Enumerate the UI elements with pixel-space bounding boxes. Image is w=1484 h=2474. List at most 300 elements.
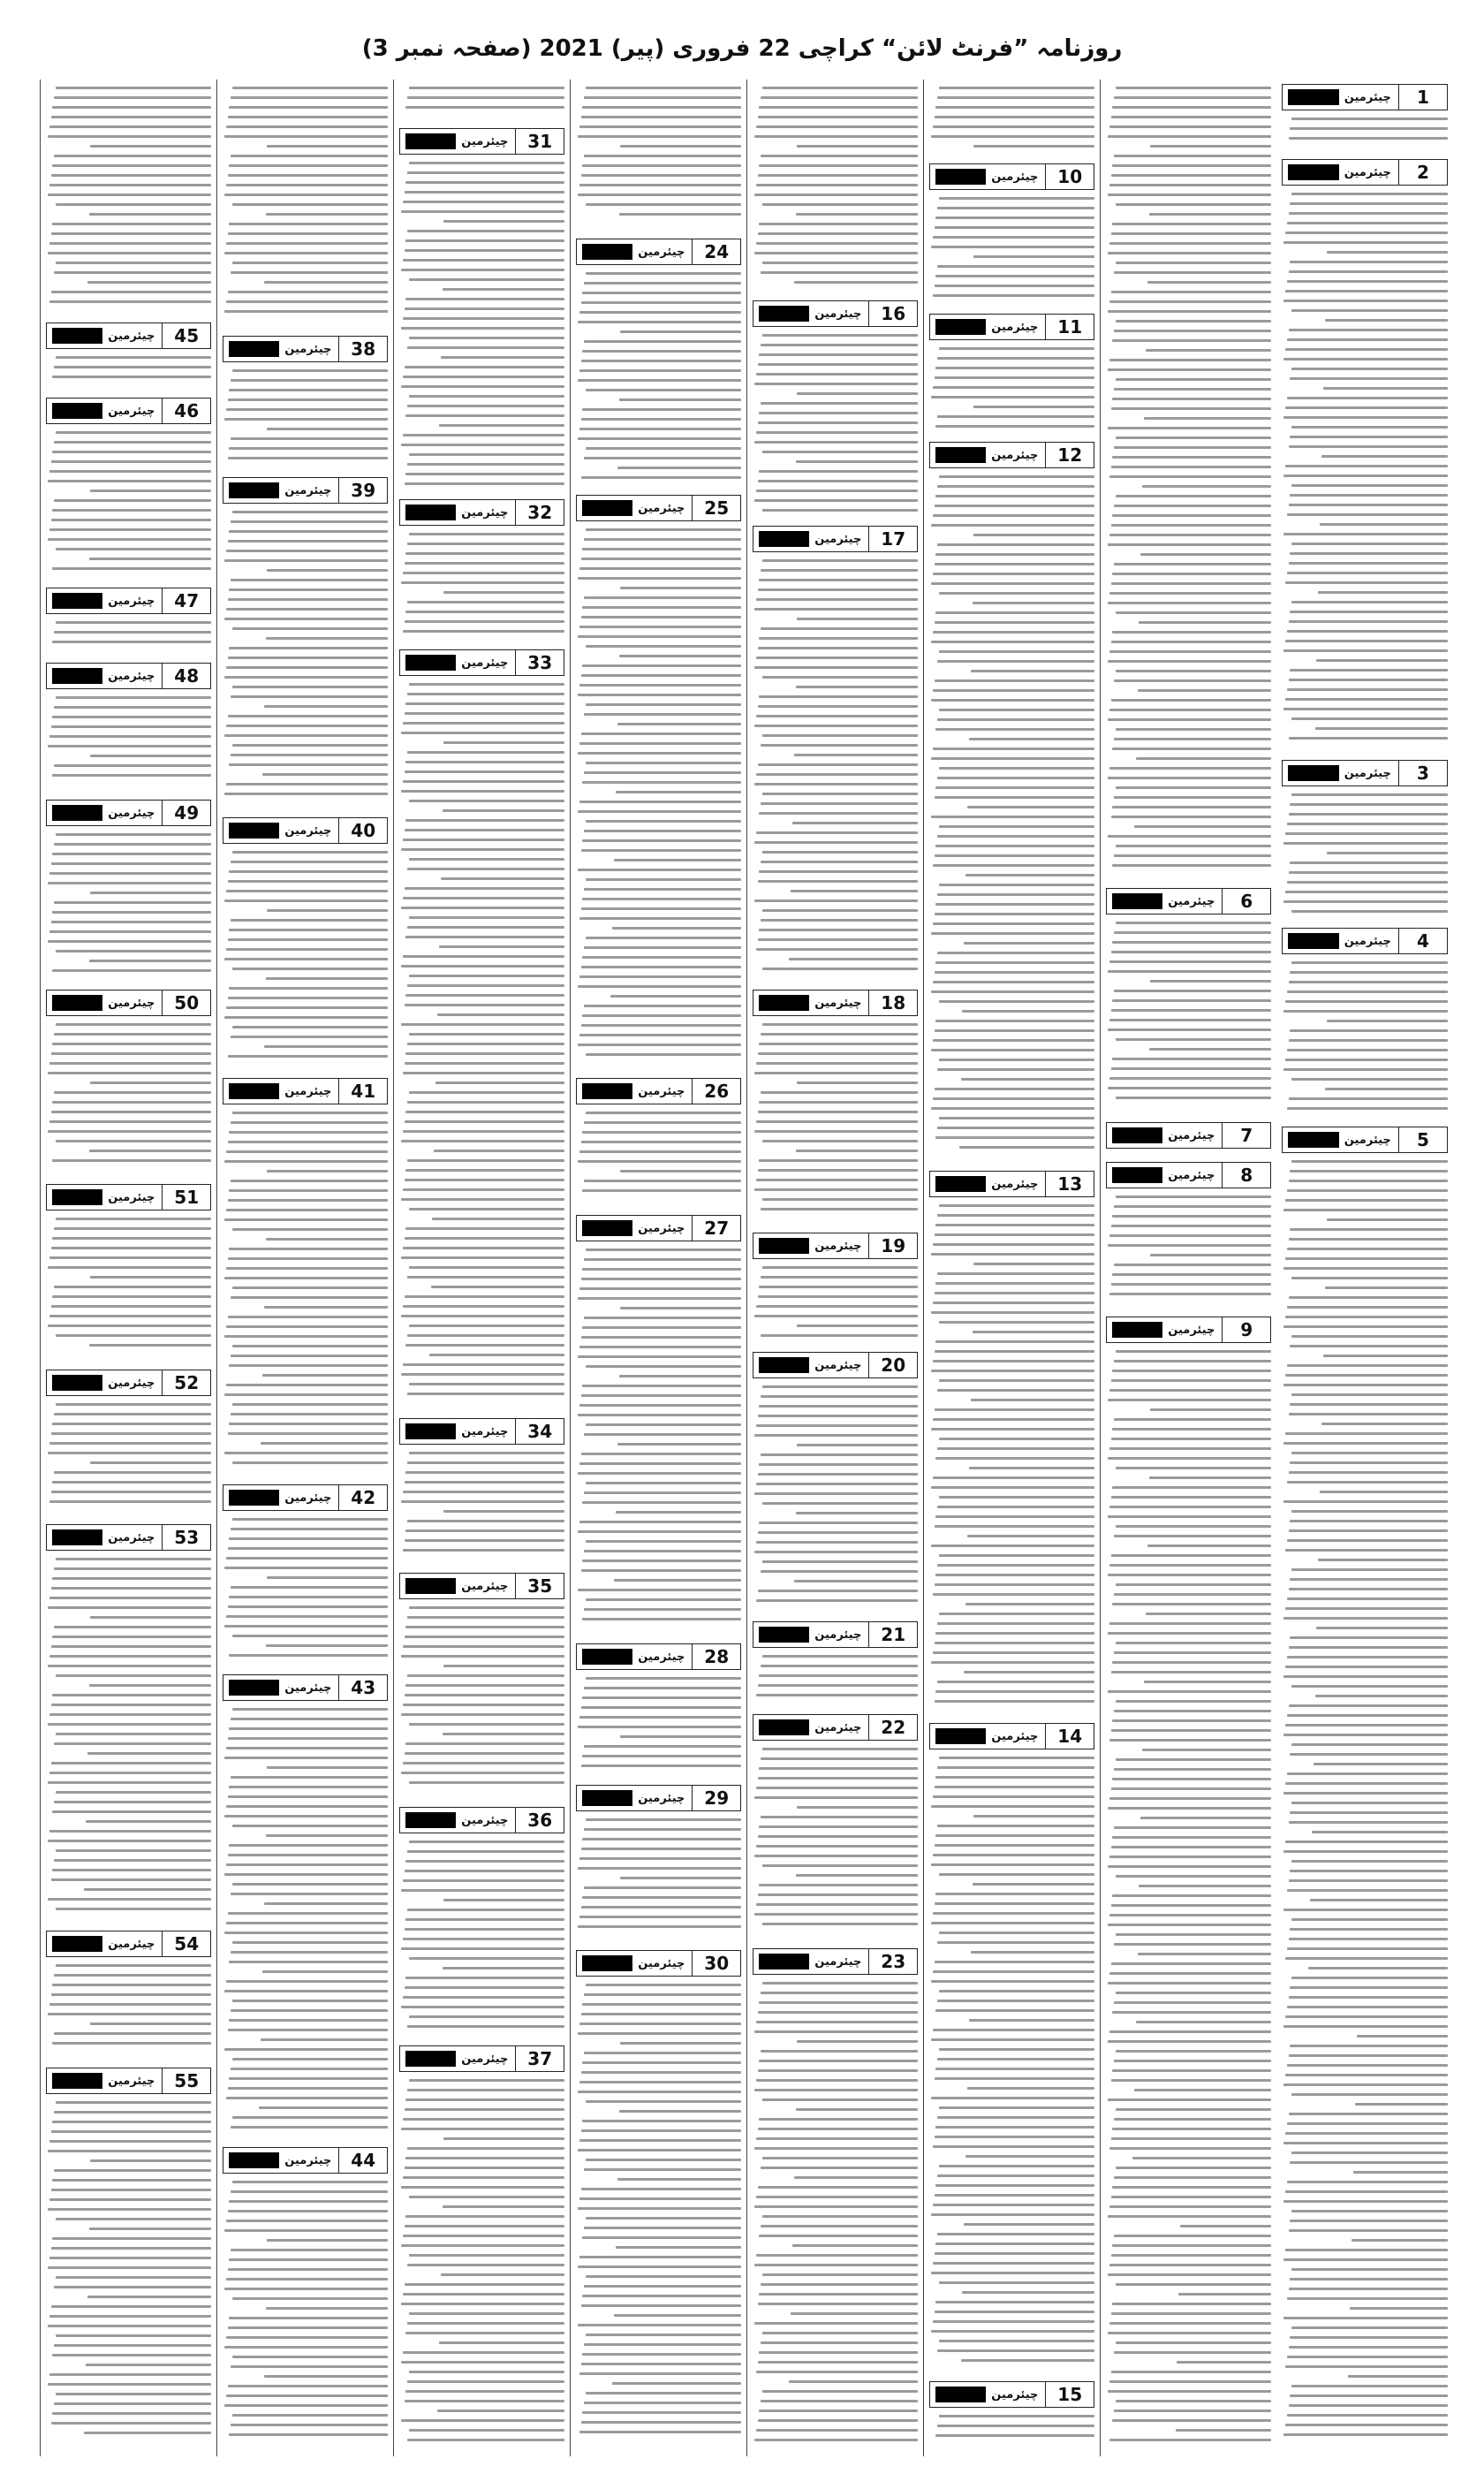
redaction-bar [582, 1955, 632, 1971]
redaction-bar [405, 1578, 456, 1594]
notice-22 [753, 1714, 918, 1741]
notice-number: 29 [692, 1786, 740, 1810]
body-text [576, 272, 741, 488]
notice-number: 15 [1045, 2382, 1094, 2407]
notice-10 [929, 163, 1094, 190]
notice-number: 11 [1045, 315, 1094, 339]
notice-header [46, 990, 211, 1016]
column-1 [1276, 80, 1453, 2456]
notice-label: چیئرمین [461, 2052, 509, 2066]
redaction-bar [1112, 1127, 1162, 1143]
notice-header [576, 1785, 741, 1811]
notice-header [929, 1723, 1094, 1749]
notice-6 [1106, 888, 1271, 914]
redaction-bar [52, 403, 102, 419]
notice-label: چیئرمین [108, 404, 155, 418]
notice-52 [46, 1370, 211, 1396]
redaction-bar [582, 244, 632, 260]
notice-16 [753, 300, 918, 327]
notice-header [46, 1524, 211, 1551]
body-text [753, 559, 918, 983]
body-text [46, 696, 211, 793]
body-text [399, 1452, 564, 1566]
notice-label: چیئرمین [1344, 90, 1391, 104]
body-text [1282, 793, 1448, 921]
notice-number: 44 [338, 2148, 387, 2173]
notice-number: 43 [338, 1675, 387, 1700]
redaction-bar [935, 1728, 986, 1744]
notice-label: چیئرمین [814, 1954, 862, 1969]
notice-number: 10 [1045, 164, 1094, 189]
redaction-bar [582, 1220, 632, 1236]
notice-label: چیئرمین [108, 1376, 155, 1390]
notice-label: چیئرمین [461, 1579, 509, 1593]
notice-label: چیئرمین [814, 532, 862, 546]
notice-47 [46, 588, 211, 614]
notice-number: 21 [868, 1622, 917, 1647]
body-text [929, 197, 1094, 307]
notice-number: 18 [868, 990, 917, 1015]
notice-number: 39 [338, 478, 387, 503]
redaction-bar [759, 1238, 809, 1254]
notice-number: 16 [868, 301, 917, 326]
notice-number: 25 [692, 496, 740, 520]
notice-header [1106, 1122, 1271, 1149]
notice-number: 9 [1222, 1317, 1270, 1342]
notice-header [223, 477, 388, 504]
redaction-bar [405, 2051, 456, 2067]
notice-header [576, 1643, 741, 1670]
notice-header [223, 1674, 388, 1701]
notice-header [1282, 1127, 1448, 1153]
column-7 [216, 80, 393, 2456]
notice-number: 24 [692, 239, 740, 264]
body-text [46, 356, 211, 391]
notice-4 [1282, 928, 1448, 954]
notice-5 [1282, 1127, 1448, 1153]
redaction-bar [1288, 1132, 1339, 1148]
redaction-bar [759, 995, 809, 1011]
notice-33 [399, 649, 564, 676]
body-text [576, 87, 741, 230]
notice-label: چیئرمین [638, 1084, 685, 1098]
redaction-bar [52, 1936, 102, 1952]
notice-header [399, 499, 564, 526]
notice-header [576, 239, 741, 265]
column-8 [40, 80, 216, 2456]
notice-label: چیئرمین [284, 1491, 332, 1505]
notice-label: چیئرمین [1344, 766, 1391, 780]
notice-header [929, 442, 1094, 468]
notice-34 [399, 1418, 564, 1445]
notice-label: چیئرمین [638, 1650, 685, 1664]
newspaper-page [40, 80, 1453, 2456]
notice-11 [929, 314, 1094, 340]
redaction-bar [229, 1680, 279, 1696]
body-text [46, 2101, 211, 2449]
notice-label: چیئرمین [814, 1239, 862, 1253]
notice-header [576, 495, 741, 521]
notice-number: 36 [515, 1808, 564, 1833]
redaction-bar [405, 655, 456, 671]
notice-26 [576, 1078, 741, 1104]
body-text [223, 511, 388, 810]
notice-13 [929, 1171, 1094, 1197]
notice-header [576, 1950, 741, 1977]
notice-label: چیئرمین [284, 2153, 332, 2167]
notice-number: 51 [162, 1185, 210, 1210]
body-text [399, 1606, 564, 1800]
notice-header [753, 990, 918, 1016]
body-text [929, 475, 1094, 1164]
notice-header [223, 2147, 388, 2174]
redaction-bar [759, 306, 809, 322]
body-text [46, 621, 211, 656]
redaction-bar [229, 482, 279, 498]
body-text [753, 1385, 918, 1614]
body-text [753, 1982, 918, 2449]
notice-number: 28 [692, 1644, 740, 1669]
redaction-bar [935, 1176, 986, 1192]
notice-32 [399, 499, 564, 526]
body-text [1282, 193, 1448, 753]
body-text [46, 1558, 211, 1924]
notice-number: 34 [515, 1419, 564, 1444]
notice-label: چیئرمین [991, 2387, 1039, 2402]
notice-number: 8 [1222, 1163, 1270, 1188]
notice-label: چیئرمین [1344, 1133, 1391, 1147]
notice-label: چیئرمین [991, 448, 1039, 462]
body-text [46, 1403, 211, 1517]
redaction-bar [1112, 893, 1162, 909]
notice-label: چیئرمین [638, 1221, 685, 1235]
notice-15 [929, 2381, 1094, 2408]
notice-label: چیئرمین [814, 1720, 862, 1734]
notice-number: 12 [1045, 443, 1094, 467]
body-text [576, 1248, 741, 1636]
notice-number: 26 [692, 1079, 740, 1104]
notice-label: چیئرمین [1168, 1323, 1215, 1337]
notice-label: چیئرمین [638, 1791, 685, 1805]
notice-number: 42 [338, 1485, 387, 1510]
column-5 [570, 80, 746, 2456]
body-text [223, 1708, 388, 2140]
redaction-bar [1112, 1167, 1162, 1183]
body-text [929, 1204, 1094, 1716]
notice-number: 48 [162, 664, 210, 688]
notice-27 [576, 1215, 741, 1241]
body-text [223, 851, 388, 1071]
notice-number: 7 [1222, 1123, 1270, 1148]
body-text [929, 87, 1094, 155]
notice-54 [46, 1931, 211, 1957]
notice-25 [576, 495, 741, 521]
notice-label: چیئرمین [461, 505, 509, 520]
notice-label: چیئرمین [108, 1530, 155, 1544]
notice-number: 6 [1222, 889, 1270, 914]
redaction-bar [52, 805, 102, 821]
notice-label: چیئرمین [108, 996, 155, 1010]
notice-label: چیئرمین [284, 342, 332, 356]
notice-label: چیئرمین [284, 483, 332, 497]
body-text [1282, 1160, 1448, 2449]
notice-50 [46, 990, 211, 1016]
body-text [576, 1677, 741, 1778]
notice-label: چیئرمین [108, 806, 155, 820]
notice-number: 5 [1398, 1127, 1447, 1152]
body-text [223, 1112, 388, 1477]
notice-number: 38 [338, 337, 387, 361]
body-text [223, 369, 388, 470]
notice-8 [1106, 1162, 1271, 1188]
redaction-bar [582, 1790, 632, 1806]
column-2 [1100, 80, 1276, 2456]
notice-header [399, 1418, 564, 1445]
notice-label: چیئرمین [991, 170, 1039, 184]
redaction-bar [52, 1529, 102, 1545]
body-text [46, 1023, 211, 1177]
body-text [929, 347, 1094, 435]
notice-label: چیئرمین [108, 1937, 155, 1951]
notice-17 [753, 526, 918, 552]
redaction-bar [759, 1627, 809, 1643]
notice-label: چیئرمین [284, 823, 332, 838]
redaction-bar [52, 1189, 102, 1205]
notice-38 [223, 336, 388, 362]
notice-number: 40 [338, 818, 387, 843]
notice-51 [46, 1184, 211, 1210]
body-text [1106, 1195, 1271, 1309]
notice-header [46, 1370, 211, 1396]
redaction-bar [52, 668, 102, 684]
body-text [46, 1964, 211, 2060]
body-text [399, 162, 564, 492]
notice-number: 53 [162, 1525, 210, 1550]
notice-header [1106, 1162, 1271, 1188]
notice-48 [46, 663, 211, 689]
notice-header [46, 1184, 211, 1210]
notice-21 [753, 1621, 918, 1648]
body-text [753, 1748, 918, 1941]
notice-number: 17 [868, 527, 917, 551]
body-text [1106, 922, 1271, 1115]
notice-number: 23 [868, 1949, 917, 1974]
body-text [46, 87, 211, 314]
notice-label: چیئرمین [284, 1681, 332, 1695]
notice-number: 30 [692, 1951, 740, 1976]
body-text [223, 87, 388, 327]
notice-label: چیئرمین [108, 594, 155, 608]
body-text [46, 833, 211, 983]
notice-number: 52 [162, 1370, 210, 1395]
notice-header [223, 1484, 388, 1511]
body-text [1282, 118, 1448, 152]
body-text [1106, 87, 1271, 879]
notice-18 [753, 990, 918, 1016]
redaction-bar [52, 593, 102, 609]
notice-header [1282, 159, 1448, 186]
notice-7 [1106, 1122, 1271, 1149]
notice-number: 50 [162, 990, 210, 1015]
body-text [399, 2079, 564, 2449]
notice-header [223, 1078, 388, 1104]
notice-label: چیئرمین [991, 1177, 1039, 1191]
notice-header [46, 800, 211, 826]
notice-number: 31 [515, 129, 564, 154]
body-text [1106, 1350, 1271, 2449]
notice-number: 49 [162, 801, 210, 825]
notice-header [399, 128, 564, 155]
notice-28 [576, 1643, 741, 1670]
notice-number: 37 [515, 2046, 564, 2071]
notice-55 [46, 2068, 211, 2094]
body-text [46, 1218, 211, 1362]
notice-header [399, 1573, 564, 1599]
notice-label: چیئرمین [461, 134, 509, 148]
notice-header [1282, 928, 1448, 954]
body-text [576, 1818, 741, 1943]
body-text [223, 1518, 388, 1667]
notice-header [399, 2045, 564, 2072]
redaction-bar [229, 1490, 279, 1506]
notice-header [1282, 84, 1448, 110]
notice-42 [223, 1484, 388, 1511]
notice-header [399, 1807, 564, 1833]
notice-label: چیئرمین [814, 1628, 862, 1642]
notice-41 [223, 1078, 388, 1104]
redaction-bar [52, 995, 102, 1011]
notice-number: 54 [162, 1931, 210, 1956]
notice-37 [399, 2045, 564, 2072]
notice-number: 32 [515, 500, 564, 525]
redaction-bar [582, 500, 632, 516]
notice-label: چیئرمین [108, 2074, 155, 2088]
body-text [929, 2415, 1094, 2449]
notice-label: چیئرمین [108, 329, 155, 343]
notice-header [399, 649, 564, 676]
notice-header [929, 314, 1094, 340]
notice-number: 35 [515, 1574, 564, 1598]
notice-number: 41 [338, 1079, 387, 1104]
notice-46 [46, 398, 211, 424]
notice-number: 14 [1045, 1724, 1094, 1749]
notice-number: 13 [1045, 1172, 1094, 1196]
notice-19 [753, 1233, 918, 1259]
notice-label: چیئرمین [638, 501, 685, 515]
redaction-bar [1288, 89, 1339, 105]
notice-36 [399, 1807, 564, 1833]
notice-header [223, 817, 388, 844]
notice-label: چیئرمین [814, 996, 862, 1010]
body-text [223, 2181, 388, 2449]
notice-header [576, 1078, 741, 1104]
notice-49 [46, 800, 211, 826]
notice-20 [753, 1352, 918, 1378]
body-text [576, 1112, 741, 1208]
notice-header [929, 163, 1094, 190]
body-text [753, 1655, 918, 1707]
redaction-bar [52, 1375, 102, 1391]
notice-31 [399, 128, 564, 155]
notice-header [1106, 1317, 1271, 1343]
notice-number: 20 [868, 1353, 917, 1377]
notice-label: چیئرمین [108, 1190, 155, 1204]
notice-header [46, 398, 211, 424]
notice-header [46, 1931, 211, 1957]
notice-header [753, 1233, 918, 1259]
notice-header [1282, 760, 1448, 786]
notice-header [46, 2068, 211, 2094]
notice-number: 19 [868, 1233, 917, 1258]
notice-43 [223, 1674, 388, 1701]
notice-44 [223, 2147, 388, 2174]
notice-3 [1282, 760, 1448, 786]
redaction-bar [759, 1357, 809, 1373]
header-title: روزنامہ ”فرنٹ لائن“ کراچی 22 فروری (پیر) 2021 (صفحہ نمبر 3) [361, 35, 1123, 62]
notice-number: 4 [1398, 929, 1447, 953]
redaction-bar [405, 133, 456, 149]
notice-label: چیئرمین [284, 1084, 332, 1098]
redaction-bar [229, 823, 279, 839]
body-text [576, 528, 741, 1071]
notice-number: 46 [162, 398, 210, 423]
notice-header [929, 2381, 1094, 2408]
notice-header [1106, 888, 1271, 914]
column-3 [923, 80, 1100, 2456]
notice-29 [576, 1785, 741, 1811]
notice-24 [576, 239, 741, 265]
body-text [753, 334, 918, 519]
notice-label: چیئرمین [1344, 165, 1391, 179]
notice-45 [46, 323, 211, 349]
notice-35 [399, 1573, 564, 1599]
body-text [753, 87, 918, 292]
notice-header [929, 1171, 1094, 1197]
notice-label: چیئرمین [638, 1956, 685, 1970]
notice-header [576, 1215, 741, 1241]
notice-header [46, 663, 211, 689]
notice-header [753, 526, 918, 552]
notice-9 [1106, 1317, 1271, 1343]
redaction-bar [582, 1083, 632, 1099]
notice-12 [929, 442, 1094, 468]
redaction-bar [935, 2387, 986, 2402]
notice-number: 22 [868, 1715, 917, 1740]
notice-label: چیئرمین [1344, 934, 1391, 948]
notice-label: چیئرمین [461, 1424, 509, 1438]
notice-23 [753, 1948, 918, 1975]
notice-header [753, 1621, 918, 1648]
notice-header [46, 588, 211, 614]
body-text [753, 1023, 918, 1226]
redaction-bar [52, 328, 102, 344]
notice-label: چیئرمین [638, 245, 685, 259]
notice-1 [1282, 84, 1448, 110]
notice-40 [223, 817, 388, 844]
body-text [46, 431, 211, 581]
notice-label: چیئرمین [1168, 894, 1215, 908]
notice-header [753, 1948, 918, 1975]
notice-39 [223, 477, 388, 504]
notice-label: چیئرمین [461, 656, 509, 670]
notice-label: چیئرمین [108, 669, 155, 683]
notice-label: چیئرمین [814, 307, 862, 321]
column-6 [393, 80, 570, 2456]
column-4 [746, 80, 923, 2456]
body-text [399, 533, 564, 642]
notice-number: 27 [692, 1216, 740, 1241]
notice-30 [576, 1950, 741, 1977]
